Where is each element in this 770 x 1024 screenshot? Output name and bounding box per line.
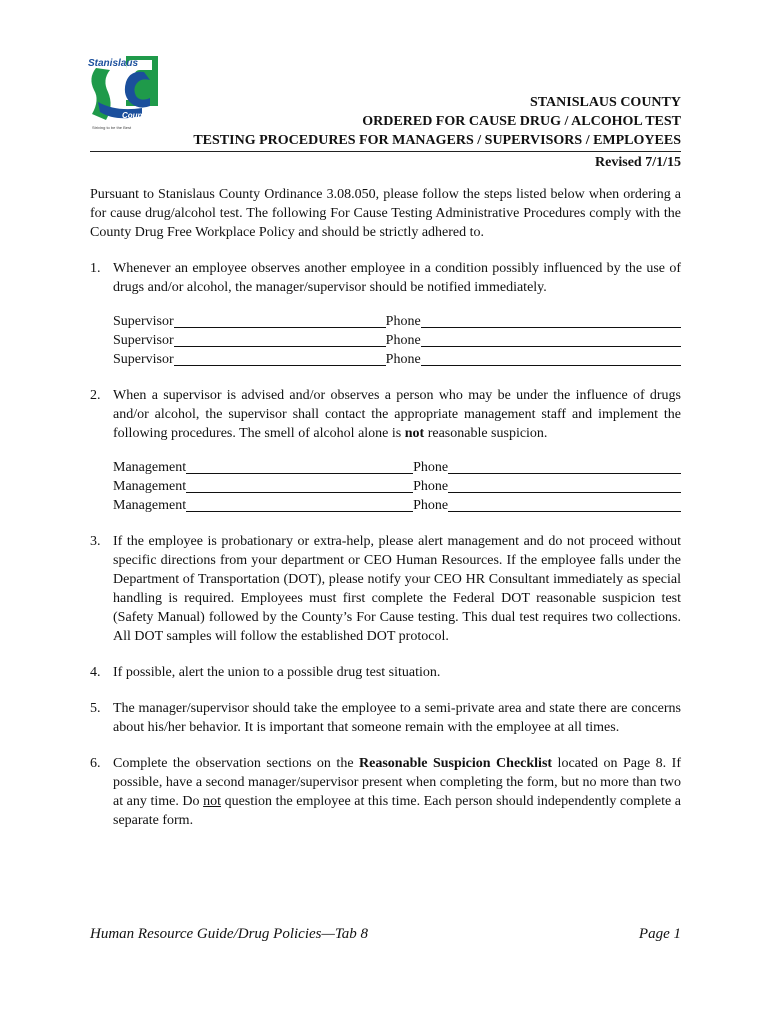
intro-paragraph: Pursuant to Stanislaus County Ordinance 3.08.050, please follow the steps listed below when ordering a for cause drug/alcohol test. The following For Cause Testing Administrative Procedures comply with the County Drug Free Workplace Policy and should be strictly adhered to. bbox=[90, 187, 681, 240]
list-item bbox=[90, 663, 681, 682]
phone-label: Phone bbox=[413, 479, 449, 494]
header-title: ORDERED FOR CAUSE DRUG / ALCOHOL TEST bbox=[362, 114, 681, 129]
header-rule bbox=[90, 151, 681, 152]
revised-date: Revised 7/1/15 bbox=[595, 155, 681, 170]
item-text bbox=[113, 386, 681, 443]
item-number: 2. bbox=[90, 388, 101, 403]
supervisor-phone-field[interactable] bbox=[421, 313, 681, 328]
supervisor-label: Supervisor bbox=[113, 314, 174, 329]
phone-label: Phone bbox=[413, 498, 449, 513]
supervisor-phone-field[interactable] bbox=[421, 351, 681, 366]
management-label: Management bbox=[113, 460, 187, 475]
management-phone-field[interactable] bbox=[448, 497, 681, 512]
phone-label: Phone bbox=[385, 314, 421, 329]
management-row bbox=[113, 477, 681, 496]
list-item bbox=[90, 754, 681, 830]
management-label: Management bbox=[113, 498, 187, 513]
item-text-part: reasonable suspicion. bbox=[424, 426, 548, 441]
phone-label: Phone bbox=[413, 460, 449, 475]
management-phone-field[interactable] bbox=[448, 459, 681, 474]
item-text: If the employee is probationary or extra-help, please alert management and do not proceed without specific directions from your department or CEO Human Resources. If the employee falls under the Department of Transportation (DOT), please notify your CEO HR Consultant immediately as special handling is required. Employees must first complete the Federal DOT reasonable suspicion test (Safety Manual) followed by the County’s For Cause testing. This dual test requires two collections. All DOT samples will follow the established DOT protocol. bbox=[113, 534, 681, 644]
item-text: Whenever an employee observes another employee in a condition possibly influenced by the use of drugs and/or alcohol, the manager/supervisor should be notified immediately. bbox=[113, 261, 681, 295]
management-row bbox=[113, 496, 681, 515]
item-number: 1. bbox=[90, 261, 101, 276]
management-label: Management bbox=[113, 479, 187, 494]
supervisor-phone-field[interactable] bbox=[421, 332, 681, 347]
management-name-field[interactable] bbox=[186, 478, 413, 493]
header-county: STANISLAUS COUNTY bbox=[529, 95, 681, 110]
item-text-bold: not bbox=[404, 426, 425, 441]
list-item bbox=[90, 386, 681, 443]
management-name-field[interactable] bbox=[186, 459, 413, 474]
management-name-field[interactable] bbox=[186, 497, 413, 512]
item-text-part: question the employee at this time. Each person should independently complete a separate form. bbox=[113, 794, 682, 828]
supervisor-label: Supervisor bbox=[113, 333, 174, 348]
item-number: 6. bbox=[90, 756, 101, 771]
page-footer bbox=[90, 926, 681, 943]
supervisor-row bbox=[113, 331, 681, 350]
phone-label: Phone bbox=[385, 352, 421, 367]
management-phone-field[interactable] bbox=[448, 478, 681, 493]
supervisor-name-field[interactable] bbox=[174, 351, 386, 366]
document-header bbox=[90, 93, 681, 150]
item-text-part: Complete the observation sections on the bbox=[113, 756, 360, 771]
item-text-part: When a supervisor is advised and/or observes a person who may be under the influence of drugs and/or alcohol, the supervisor shall contact the appropriate management staff and implement the following procedures. The smell of alcohol alone is bbox=[113, 388, 681, 441]
logo-text-bottom: County bbox=[122, 111, 150, 120]
document-body bbox=[90, 185, 681, 847]
list-item bbox=[90, 699, 681, 737]
item-text-underline: not bbox=[203, 794, 221, 809]
checklist-reference: Reasonable Suspicion Checklist bbox=[359, 756, 553, 771]
logo-tagline: Striving to be the Best bbox=[92, 125, 132, 130]
item-number: 4. bbox=[90, 665, 101, 680]
item-text: If possible, alert the union to a possible drug test situation. bbox=[113, 665, 441, 680]
logo-text-top: Stanislaus bbox=[88, 58, 139, 69]
item-text-part: located on Page 8. If possible, have a second manager/supervisor present when completing the form, but no more than two at any time. Do bbox=[113, 756, 681, 809]
management-fields bbox=[113, 458, 681, 515]
supervisor-label: Supervisor bbox=[113, 352, 174, 367]
supervisor-row bbox=[113, 350, 681, 369]
supervisor-fields bbox=[113, 312, 681, 369]
supervisor-name-field[interactable] bbox=[174, 313, 386, 328]
item-number: 3. bbox=[90, 534, 101, 549]
management-row bbox=[113, 458, 681, 477]
supervisor-name-field[interactable] bbox=[174, 332, 386, 347]
item-number: 5. bbox=[90, 701, 101, 716]
footer-guide-title: Human Resource Guide/Drug Policies—Tab 8 bbox=[90, 926, 369, 942]
list-item bbox=[90, 259, 681, 297]
header-subtitle: TESTING PROCEDURES FOR MANAGERS / SUPERVISORS / EMPLOYEES bbox=[193, 133, 681, 148]
list-item bbox=[90, 532, 681, 646]
phone-label: Phone bbox=[385, 333, 421, 348]
footer-page-number: Page 1 bbox=[638, 926, 681, 942]
supervisor-row bbox=[113, 312, 681, 331]
item-text: The manager/supervisor should take the employee to a semi-private area and state there are concerns about his/her behavior. It is important that someone remain with the employee at all times. bbox=[113, 701, 681, 735]
item-text bbox=[113, 754, 681, 830]
